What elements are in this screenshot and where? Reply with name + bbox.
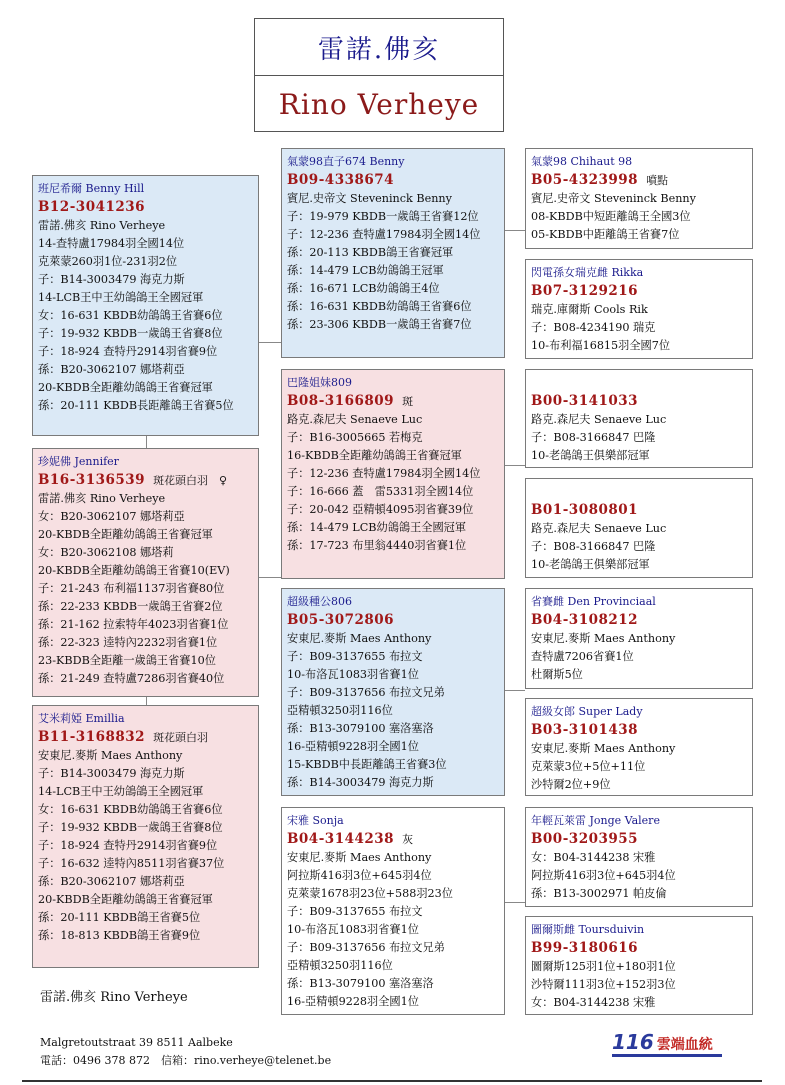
title-chinese-row: [255, 19, 503, 75]
bird-name: 閃電孫女瑞克雌 Rikka: [531, 266, 644, 279]
card-line: 雷諾.佛亥 Rino Verheye: [38, 492, 166, 505]
card-line: 沙特爾2位+9位: [531, 778, 611, 791]
bird-color: 噴點: [646, 174, 669, 187]
card-line: 孫：18-813 KBDB鴿王省賽9位: [38, 929, 201, 942]
card-line: 安東尼.麥斯 Maes Anthony: [531, 742, 676, 755]
pedigree-card-granddam-2: [281, 807, 505, 1015]
card-line: 10-布利福16815羽全國7位: [531, 339, 671, 352]
card-line: 孫：16-631 KBDB幼鴿鴿王省賽6位: [287, 300, 472, 313]
card-line: 孫：B20-3062107 娜塔莉亞: [38, 875, 185, 888]
ring-number-text: B04-3144238: [287, 831, 395, 847]
ring-number: [531, 611, 748, 630]
ring-number: [531, 282, 748, 301]
card-line: 孫：20-111 KBDB鴿王省賽5位: [38, 911, 201, 924]
logo-text: 雲端血統: [656, 1037, 713, 1053]
ring-number-text: B03-3101438: [531, 722, 639, 738]
card-line: 子：19-979 KBDB一歲鴿王省賽12位: [287, 210, 479, 223]
bird-name: 圖爾斯雌 Toursduivin: [531, 923, 645, 936]
pedigree-card-sibling: [32, 705, 259, 968]
card-line: 子：B09-3137656 布拉文兄弟: [287, 686, 445, 699]
bird-color: 斑: [402, 395, 414, 408]
pedigree-card-great-granddam-3: [525, 698, 753, 796]
connector-line: [505, 902, 525, 903]
logo-number: 116: [612, 1030, 654, 1054]
pedigree-card-great-grandsire-1: [525, 148, 753, 249]
card-line: 孫：20-113 KBDB鴿王省賽冠軍: [287, 246, 454, 259]
title-english: Rino Verheye: [278, 87, 480, 121]
card-line: 10-布洛瓦1083羽省賽1位: [287, 923, 419, 936]
pedigree-card-grandsire-1: [281, 148, 505, 358]
card-line: 克萊蒙260羽1位-231羽2位: [38, 255, 178, 268]
card-line: 16-KBDB全距離幼鴿鴿王省賽冠軍: [287, 449, 462, 462]
card-line: 子：12-236 查特盧17984羽全國14位: [287, 467, 481, 480]
bird-name: 艾米莉婭 Emillia: [38, 712, 125, 725]
ring-number-text: B05-3072806: [287, 612, 395, 628]
card-line: 克萊蒙1678羽23位+588羽23位: [287, 887, 453, 900]
ring-number-text: B09-4338674: [287, 172, 395, 188]
card-line: 子：B09-3137655 布拉文: [287, 650, 423, 663]
bird-color: 灰: [402, 833, 414, 846]
bottom-divider: [22, 1080, 762, 1082]
bird-name: 宋雅 Sonja: [287, 814, 344, 827]
card-line: 圖爾斯125羽1位+180羽1位: [531, 960, 676, 973]
card-line: 10-老鴿鴿王俱樂部冠軍: [531, 558, 650, 571]
card-line: 雷諾.佛亥 Rino Verheye: [38, 219, 166, 232]
bird-name: 年輕瓦萊雷 Jonge Valere: [531, 814, 660, 827]
card-line: 子：B14-3003479 海克力斯: [38, 273, 185, 286]
card-line: 10-布洛瓦1083羽省賽1位: [287, 668, 419, 681]
card-line: 05-KBDB中距離鴿王省賽7位: [531, 228, 680, 241]
bird-name: 班尼希爾 Benny Hill: [38, 182, 145, 195]
card-line: 女：B04-3144238 宋雅: [531, 851, 656, 864]
connector-line: [505, 230, 525, 231]
card-line: 孫：B14-3003479 海克力斯: [287, 776, 434, 789]
card-line: 女：B20-3062107 娜塔莉亞: [38, 510, 185, 523]
card-line: 安東尼.麥斯 Maes Anthony: [38, 749, 183, 762]
connector-line: [505, 465, 525, 466]
bird-name: 巴隆姐妹809: [287, 376, 352, 389]
ring-number-text: B07-3129216: [531, 283, 639, 299]
connector-line: [505, 690, 525, 691]
card-line: 孫：14-479 LCB幼鴿鴿王冠軍: [287, 264, 444, 277]
card-line: 杜爾斯5位: [531, 668, 583, 681]
card-line: 20-KBDB全距離幼鴿鴿王省賽冠軍: [38, 528, 213, 541]
ring-number-text: B01-3080801: [531, 502, 639, 518]
ring-number: [38, 728, 254, 747]
card-line: 亞精頓3250羽116位: [287, 959, 393, 972]
card-line: 子：19-932 KBDB一歲鴿王省賽8位: [38, 821, 223, 834]
card-line: 賓尼.史帝文 Steveninck Benny: [287, 192, 452, 205]
ring-number-text: B99-3180616: [531, 940, 639, 956]
connector-line: [259, 342, 281, 343]
contact-block: [40, 1034, 331, 1070]
pedigree-card-sire: [32, 175, 259, 436]
ring-number-text: B00-3141033: [531, 393, 639, 409]
card-line: 孫：14-479 LCB幼鴿鴿王全國冠軍: [287, 521, 467, 534]
card-line: 子：20-042 亞精頓4095羽省賽39位: [287, 503, 474, 516]
ring-number-text: B04-3108212: [531, 612, 639, 628]
title-english-row: [255, 75, 503, 132]
card-line: 孫：22-323 逵特內2232羽省賽1位: [38, 636, 218, 649]
bird-color: 斑花頭白羽: [153, 731, 209, 744]
card-line: 女：16-631 KBDB幼鴿鴿王省賽6位: [38, 309, 223, 322]
card-line: 子：B08-3166847 巴隆: [531, 540, 656, 553]
ring-number-text: B08-3166809: [287, 393, 395, 409]
card-line: 孫：16-671 LCB幼鴿鴿王4位: [287, 282, 440, 295]
card-line: 子：16-632 逵特內8511羽省賽37位: [38, 857, 225, 870]
card-line: 賓尼.史帝文 Steveninck Benny: [531, 192, 696, 205]
pedigree-card-great-grandsire-4: [525, 807, 753, 907]
ring-number: [531, 721, 748, 740]
card-line: 孫：B13-3079100 塞洛塞洛: [287, 977, 434, 990]
bird-name: 省賽雌 Den Provinciaal: [531, 595, 656, 608]
pedigree-card-dam: [32, 448, 259, 697]
card-line: 路克.森尼夫 Senaeve Luc: [531, 413, 667, 426]
bird-name: 超級女郎 Super Lady: [531, 705, 643, 718]
card-line: 沙特爾111羽3位+152羽3位: [531, 978, 676, 991]
ring-number: [531, 939, 748, 958]
pedigree-card-grandsire-2: [281, 588, 505, 796]
card-line: 子：12-236 查特盧17984羽全國14位: [287, 228, 481, 241]
card-line: 女：B20-3062108 娜塔莉: [38, 546, 174, 559]
card-line: 10-老鴿鴿王俱樂部冠軍: [531, 449, 650, 462]
bird-name: 珍妮佛 Jennifer: [38, 455, 119, 468]
card-line: 克萊蒙3位+5位+11位: [531, 760, 646, 773]
card-line: 阿拉斯416羽3位+645羽4位: [287, 869, 432, 882]
card-line: 子：18-924 查特丹2914羽省賽9位: [38, 345, 218, 358]
bird-name: 超級種公806: [287, 595, 352, 608]
bird-name: 氣蒙98直子674 Benny: [287, 155, 405, 168]
card-line: 16-亞精頓9228羽全國1位: [287, 995, 419, 1008]
logo-underline: [612, 1054, 722, 1057]
card-line: 子：B09-3137656 布拉文兄弟: [287, 941, 445, 954]
card-line: 子：21-243 布利福1137羽省賽80位: [38, 582, 225, 595]
ring-number: [531, 392, 748, 411]
ring-number: [287, 611, 500, 630]
card-line: 子：B08-4234190 瑞克: [531, 321, 656, 334]
card-line: 孫：B13-3002971 帕皮倫: [531, 887, 667, 900]
ring-number-text: B00-3203955: [531, 831, 639, 847]
title-box: [254, 18, 504, 132]
ring-number: [287, 171, 500, 190]
ring-number-text: B11-3168832: [38, 729, 146, 745]
card-line: 子：B08-3166847 巴隆: [531, 431, 656, 444]
card-line: 孫：17-723 布里翁4440羽省賽1位: [287, 539, 467, 552]
connector-line: [146, 697, 147, 705]
card-line: 子：18-924 查特丹2914羽省賽9位: [38, 839, 218, 852]
pedigree-card-great-granddam-1: [525, 259, 753, 359]
card-line: 08-KBDB中短距離鴿王全國3位: [531, 210, 691, 223]
ring-number-text: B05-4323998: [531, 172, 639, 188]
card-line: 子：16-666 蓋 雷5331羽全國14位: [287, 485, 474, 498]
card-line: 孫：22-233 KBDB一歲鴿王省賽2位: [38, 600, 223, 613]
pedigree-card-great-grandsire-3: [525, 588, 753, 689]
owner-name: 雷諾.佛亥 Rino Verheye: [40, 990, 188, 1005]
card-line: 20-KBDB全距離幼鴿鴿王省賽冠軍: [38, 893, 213, 906]
card-line: 阿拉斯416羽3位+645羽4位: [531, 869, 676, 882]
pedigree-card-great-granddam-2: [525, 478, 753, 578]
card-line: 瑞克.庫爾斯 Cools Rik: [531, 303, 648, 316]
pedigree-card-great-granddam-4: [525, 916, 753, 1015]
card-line: 女：B04-3144238 宋雅: [531, 996, 656, 1009]
card-line: 14-LCB王中王幼鴿鴿王全國冠軍: [38, 785, 204, 798]
card-line: 20-KBDB全距離幼鴿鴿王省賽冠軍: [38, 381, 213, 394]
card-line: 路克.森尼夫 Senaeve Luc: [287, 413, 423, 426]
card-line: 23-KBDB全距離一歲鴿王省賽10位: [38, 654, 216, 667]
card-line: 查特盧7206省賽1位: [531, 650, 634, 663]
ring-number: [531, 171, 748, 190]
pedigree-card-great-grandsire-2: [525, 369, 753, 468]
pedigree-card-granddam-1: [281, 369, 505, 579]
card-line: 15-KBDB中長距離鴿王省賽3位: [287, 758, 447, 771]
card-line: 安東尼.麥斯 Maes Anthony: [531, 632, 676, 645]
ring-number: [38, 471, 254, 490]
ring-number-text: B16-3136539: [38, 472, 146, 488]
card-line: 路克.森尼夫 Senaeve Luc: [531, 522, 667, 535]
card-line: 子：B14-3003479 海克力斯: [38, 767, 185, 780]
ring-number: [531, 501, 748, 520]
card-line: 子：B09-3137655 布拉文: [287, 905, 423, 918]
bird-name: 氣蒙98 Chihaut 98: [531, 155, 633, 168]
card-line: 孫：B13-3079100 塞洛塞洛: [287, 722, 434, 735]
card-line: 孫：23-306 KBDB一歲鴿王省賽7位: [287, 318, 472, 331]
card-line: 子：B16-3005665 若梅克: [287, 431, 423, 444]
card-line: 女：16-631 KBDB幼鴿鴿王省賽6位: [38, 803, 223, 816]
title-chinese: 雷諾.佛亥: [317, 34, 441, 65]
owner-contact: 電話：0496 378 872 信箱：rino.verheye@telenet.be: [40, 1054, 332, 1067]
site-logo: [612, 1030, 713, 1054]
card-line: 安東尼.麥斯 Maes Anthony: [287, 851, 432, 864]
card-line: 16-亞精頓9228羽全國1位: [287, 740, 419, 753]
card-line: 孫：20-111 KBDB長距離鴿王省賽5位: [38, 399, 234, 412]
card-line: 14-LCB王中王幼鴿鴿王全國冠軍: [38, 291, 204, 304]
card-line: 安東尼.麥斯 Maes Anthony: [287, 632, 432, 645]
card-line: 20-KBDB全距離幼鴿鴿王省賽10(EV): [38, 564, 230, 577]
owner-address: Malgretoutstraat 39 8511 Aalbeke: [40, 1036, 233, 1049]
ring-number: [531, 830, 748, 849]
card-line: 亞精頓3250羽116位: [287, 704, 393, 717]
ring-number-text: B12-3041236: [38, 199, 146, 215]
ring-number: [287, 830, 500, 849]
bird-color: 斑花頭白羽 ♀: [153, 474, 228, 487]
card-line: 14-查特盧17984羽全國14位: [38, 237, 185, 250]
connector-line: [259, 577, 281, 578]
card-line: 孫：B20-3062107 娜塔莉亞: [38, 363, 185, 376]
connector-line: [146, 436, 147, 448]
card-line: 子：19-932 KBDB一歲鴿王省賽8位: [38, 327, 223, 340]
ring-number: [38, 198, 254, 217]
card-line: 孫：21-162 拉索特年4023羽省賽1位: [38, 618, 229, 631]
ring-number: [287, 392, 500, 411]
card-line: 孫：21-249 查特盧7286羽省賽40位: [38, 672, 225, 685]
